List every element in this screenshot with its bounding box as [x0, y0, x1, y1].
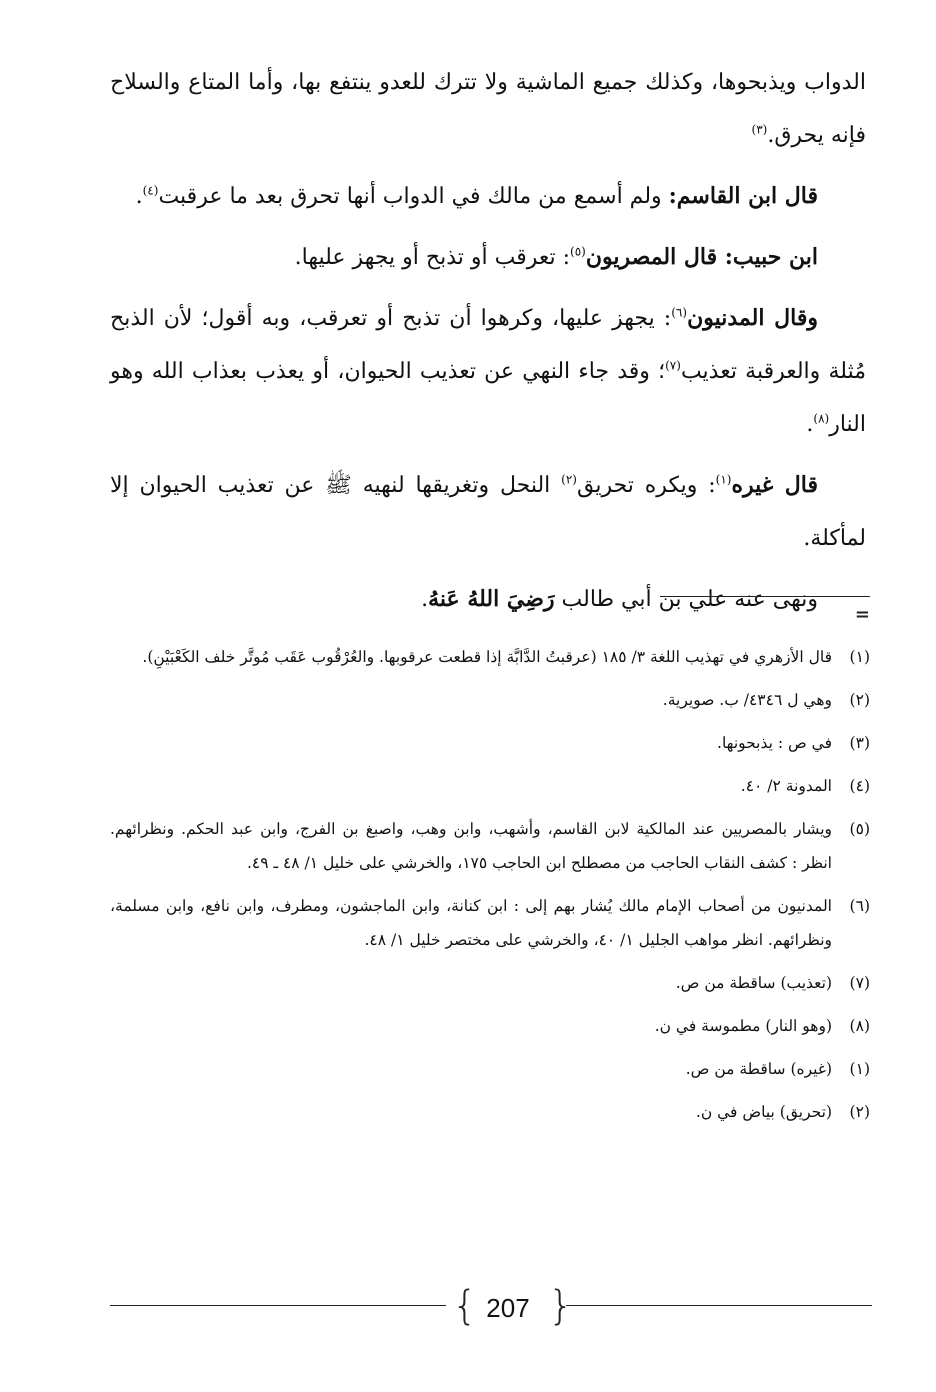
- footnote: [110, 769, 870, 803]
- paragraph-2: [110, 170, 866, 223]
- speaker-label: قال غيره: [731, 472, 818, 498]
- footnote: [110, 1095, 870, 1129]
- footnote-number: (٢): [849, 691, 870, 709]
- speaker-label: قال ابن القاسم:: [668, 183, 818, 209]
- footnote-text: (غيره) ساقطة من ص.: [685, 1060, 832, 1078]
- paragraph-3: [110, 231, 866, 284]
- paragraph-5-text: : ويكره تحريق: [576, 473, 716, 498]
- footnote: [110, 812, 870, 880]
- footnote-number: (٥): [849, 820, 870, 838]
- continuation-mark: =: [854, 604, 870, 625]
- footnote-number: (٣): [849, 734, 870, 752]
- paragraph-6-text: ونهى عنه علي بن أبي طالب: [554, 587, 818, 612]
- footnote-separator: [660, 596, 870, 597]
- main-text: [110, 56, 866, 626]
- footnote-ref: (٦): [671, 305, 688, 320]
- footnote-text: في ص : يذبحونها.: [717, 734, 832, 752]
- paragraph-4-text: : يجهز عليها، وكرهوا أن تذبح أو تعرقب، وبه أقول؛ لأن الذبح مُثلة والعرقبة تعذيب: [110, 306, 866, 384]
- footnote-text: المدنيون من أصحاب الإمام مالك يُشار بهم إلى : ابن كنانة، وابن الماجشون، ومطرف، وابن نافع، وابن مسلمة، ونظرائهم. انظر مواهب الجليل ١/ ٤٠، والخرشي على مختصر خليل ١/ ٤٨.: [110, 897, 832, 949]
- punctuation: .: [421, 587, 429, 612]
- footnote-text: ويشار بالمصريين عند المالكية لابن القاسم، وأشهب، وابن وهب، واصبغ بن الفرج، وابن عبد الحكم. ونظرائهم. انظر : كشف النقاب الحاجب من مصطلح ابن الحاجب ١٧٥، والخرشي على خليل ١/ ٤٨ ـ ٤٩.: [110, 820, 832, 872]
- paragraph-4-text-2: ؛ وقد جاء النهي عن تعذيب الحيوان، أو يعذب بعذاب الله وهو النار: [110, 359, 866, 437]
- footnote: [110, 1009, 870, 1043]
- footnote-ref: (٣): [751, 122, 768, 137]
- paragraph-1-text: الدواب ويذبحوها، وكذلك جميع الماشية ولا تترك للعدو ينتفع بها، وأما المتاع والسلاح فإنه يحرق.: [110, 70, 866, 148]
- footnote-text: (وهو النار) مطموسة في ن.: [654, 1017, 832, 1035]
- footnote-text: المدونة ٢/ ٤٠.: [740, 777, 832, 795]
- footer-rule-left: [110, 1305, 446, 1306]
- punctuation: .: [806, 412, 814, 437]
- footnote: [110, 889, 870, 957]
- speaker-label: وقال المدنيون: [687, 305, 819, 331]
- footnote-ref: (٢): [561, 472, 577, 487]
- footnote-text: (تعذيب) ساقطة من ص.: [675, 974, 832, 992]
- speaker-label: ابن حبيب: قال المصريون: [585, 244, 818, 270]
- footnote-number: (٢): [849, 1103, 870, 1121]
- footer-rule-right: [566, 1305, 872, 1306]
- footnote-ref: (١): [715, 472, 732, 487]
- footnote-number: (١): [849, 1060, 870, 1078]
- footnote: [110, 640, 870, 674]
- footnotes: [110, 640, 870, 1138]
- footnote-number: (٤): [849, 777, 870, 795]
- footnote-number: (٧): [849, 974, 870, 992]
- paragraph-3-text: : تعرقب أو تذبح أو يجهز عليها.: [294, 245, 570, 270]
- footnote-text: قال الأزهري في تهذيب اللغة ٣/ ١٨٥ (عرقبتُ الدَّابَّة إذا قطعت عرقوبها. والعُرْقُوب عَقَب مُوتَّر خلف الكَعْبَيْنِ).: [142, 648, 832, 666]
- footnote: [110, 683, 870, 717]
- punctuation: .: [135, 184, 143, 209]
- footnote-ref: (٨): [813, 411, 830, 426]
- footnote-number: (٨): [849, 1017, 870, 1035]
- paragraph-5-text-2: النحل وتغريقها لنهيه ﷺ عن تعذيب الحيوان إلا لمأكلة.: [110, 473, 866, 551]
- left-brace-icon: {: [452, 1283, 478, 1329]
- page-number: 207: [486, 1293, 530, 1323]
- footnote: [110, 966, 870, 1000]
- paragraph-5: [110, 459, 866, 565]
- footnote-ref: (٤): [142, 183, 159, 198]
- paragraph-6: [110, 573, 866, 626]
- paragraph-4: [110, 292, 866, 451]
- footnote: [110, 726, 870, 760]
- footnote-ref: (٧): [665, 358, 681, 373]
- right-brace-icon: }: [548, 1283, 574, 1329]
- footnote-ref: (٥): [570, 244, 586, 259]
- footnote-number: (١): [849, 648, 870, 666]
- paragraph-1: [110, 56, 866, 162]
- honorific: رَضِيَ اللهُ عَنهُ: [428, 586, 555, 612]
- footnote-text: وهي ل ٤٣٤٦/ ب. صويرية.: [662, 691, 832, 709]
- footnote-number: (٦): [849, 897, 870, 915]
- footnote: [110, 1052, 870, 1086]
- footnote-text: (تحريق) بياض في ن.: [695, 1103, 832, 1121]
- paragraph-2-text: ولم أسمع من مالك في الدواب أنها تحرق بعد ما عرقبت: [158, 184, 669, 209]
